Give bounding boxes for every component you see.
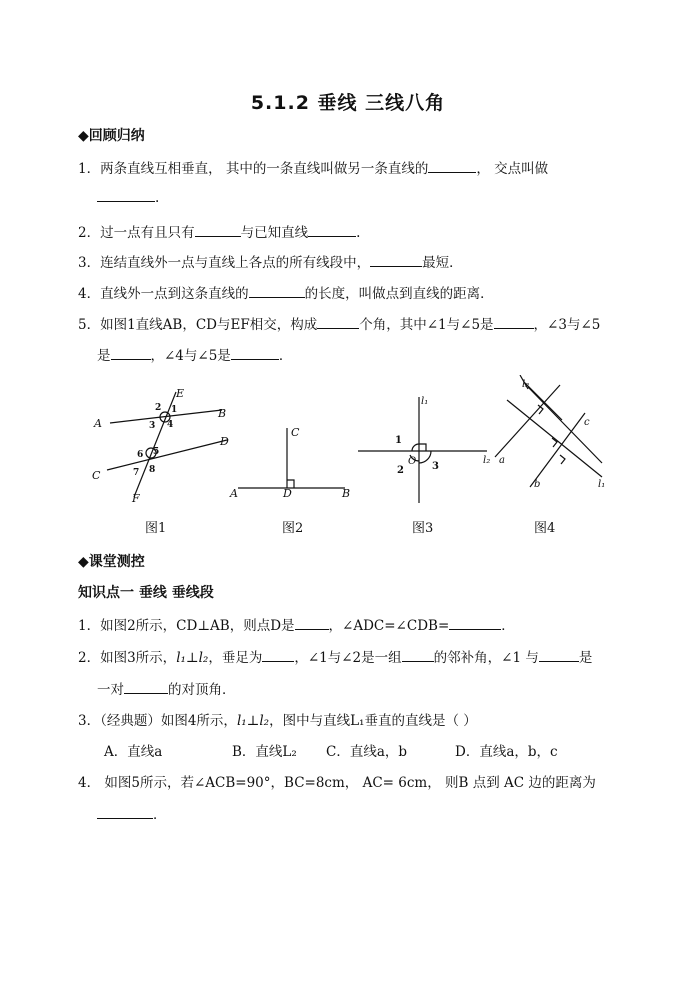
question-1-cont bbox=[97, 190, 159, 206]
label-b: B bbox=[342, 487, 351, 500]
answer-blank bbox=[317, 317, 359, 329]
line-l1 bbox=[507, 400, 602, 477]
answer-blank bbox=[494, 317, 534, 329]
question-text: 是 bbox=[578, 650, 593, 666]
practice-question-4-cont bbox=[97, 803, 167, 823]
question-text: ，垂足为 bbox=[208, 650, 263, 666]
line-b bbox=[530, 413, 585, 487]
angle-arc bbox=[412, 444, 419, 451]
line-l2-segment bbox=[524, 382, 562, 420]
angle-label: 2 bbox=[397, 465, 404, 476]
question-text: 1．如图2所示，CD⊥AB，则点D是 bbox=[78, 618, 295, 634]
question-text: 与已知直线 bbox=[240, 225, 309, 241]
label-a: A bbox=[94, 417, 102, 430]
question-5 bbox=[78, 313, 600, 333]
knowledge-point-heading: 知识点一 垂线 垂线段 bbox=[78, 585, 214, 601]
angle-label: 2 bbox=[155, 403, 162, 413]
question-text: . bbox=[155, 190, 160, 206]
angle-label: 8 bbox=[149, 465, 156, 475]
math-expression: l₁⊥l₂ bbox=[176, 650, 209, 666]
question-text: ． bbox=[153, 807, 167, 823]
answer-blank bbox=[231, 348, 279, 360]
question-text: 3．连结直线外一点与直线上各点的所有线段中， bbox=[78, 255, 371, 271]
answer-blank bbox=[262, 650, 294, 662]
answer-blank bbox=[195, 225, 241, 237]
practice-question-1 bbox=[78, 614, 515, 634]
line-a bbox=[495, 385, 560, 457]
line-c bbox=[528, 387, 602, 463]
angle-label: 1 bbox=[395, 435, 402, 446]
question-text: ，∠3与∠5 bbox=[533, 317, 601, 333]
answer-blank bbox=[97, 190, 155, 202]
angle-label: 7 bbox=[133, 468, 140, 478]
question-3 bbox=[78, 251, 463, 271]
question-text: 的邻补角，∠1 与 bbox=[433, 650, 539, 666]
section-heading-review: ◆回顾归纳 bbox=[78, 128, 145, 144]
answer-blank bbox=[308, 225, 356, 237]
label-l2: l₂ bbox=[483, 455, 491, 466]
answer-blank bbox=[97, 807, 153, 819]
question-text: 一对 bbox=[97, 682, 124, 698]
figure-3 bbox=[358, 397, 487, 503]
answer-blank bbox=[449, 618, 501, 630]
label-l1: l₁ bbox=[598, 479, 606, 490]
question-text: 个角，其中∠1与∠5是 bbox=[359, 317, 494, 333]
figure-caption: 图4 bbox=[534, 521, 556, 536]
question-text: 5．如图1直线AB，CD与EF相交，构成 bbox=[78, 317, 318, 333]
option-a: A．直线a bbox=[104, 744, 163, 760]
question-text: 的长度，叫做点到直线的距离． bbox=[304, 286, 494, 302]
label-a: A bbox=[230, 487, 238, 500]
page-title: 5.1.2 垂线 三线八角 bbox=[250, 92, 446, 114]
question-text: 4．直线外一点到这条直线的 bbox=[78, 286, 249, 302]
option-b: B．直线L₂ bbox=[232, 744, 297, 760]
question-text: 是 bbox=[97, 348, 111, 364]
figure-caption: 图2 bbox=[282, 521, 304, 536]
practice-question-3 bbox=[78, 709, 477, 729]
figure-caption: 图3 bbox=[412, 521, 434, 536]
label-c: C bbox=[92, 469, 101, 482]
answer-blank bbox=[539, 650, 579, 662]
answer-blank bbox=[124, 682, 168, 694]
right-angle-mark bbox=[560, 455, 565, 464]
label-l1: l₁ bbox=[421, 396, 429, 407]
angle-label: 6 bbox=[137, 450, 144, 460]
label-c: c bbox=[584, 417, 590, 428]
angle-label: 4 bbox=[167, 420, 174, 430]
label-o: O bbox=[408, 456, 417, 467]
option-d: D．直线a，b，c bbox=[455, 744, 558, 760]
answer-blank bbox=[402, 650, 434, 662]
label-b: B bbox=[218, 407, 227, 420]
option-c: C．直线a，b bbox=[326, 744, 408, 760]
question-text: 1．两条直线互相垂直， 其中的一条直线叫做另一条直线的 bbox=[78, 161, 429, 177]
question-text: ． bbox=[501, 618, 515, 634]
question-2 bbox=[78, 221, 360, 241]
question-text: 2．过一点有且只有 bbox=[78, 225, 195, 241]
question-5-cont bbox=[97, 344, 292, 364]
question-text: ，∠ADC=∠CDB= bbox=[328, 618, 450, 634]
question-text: 最短． bbox=[422, 255, 463, 271]
question-text: ，∠1与∠2是一组 bbox=[294, 650, 402, 666]
question-text: ， 交点叫做 bbox=[476, 161, 549, 177]
answer-blank bbox=[111, 348, 151, 360]
question-text: 的对顶角． bbox=[168, 682, 236, 698]
question-text: 2．如图3所示， bbox=[78, 650, 177, 666]
label-e: E bbox=[176, 387, 185, 400]
angle-label: 1 bbox=[171, 405, 178, 415]
angle-arc bbox=[419, 451, 431, 463]
math-expression: l₁⊥l₂ bbox=[236, 713, 270, 729]
question-text: . bbox=[356, 225, 361, 241]
figure-4 bbox=[495, 375, 602, 487]
answer-blank bbox=[428, 161, 476, 173]
label-d: D bbox=[220, 435, 229, 448]
label-d: D bbox=[283, 487, 292, 500]
question-1 bbox=[78, 157, 548, 177]
label-a: a bbox=[499, 455, 505, 466]
answer-blank bbox=[370, 255, 422, 267]
practice-question-2-cont bbox=[97, 678, 236, 698]
angle-label: 3 bbox=[432, 461, 439, 472]
angle-label: 3 bbox=[149, 421, 156, 431]
answer-blank bbox=[295, 618, 329, 630]
right-angle-mark bbox=[419, 444, 426, 451]
label-f: F bbox=[132, 492, 140, 505]
label-c: C bbox=[291, 426, 300, 439]
answer-blank bbox=[249, 286, 305, 298]
figure-1 bbox=[107, 392, 227, 497]
practice-question-4: 4． 如图5所示，若∠ACB=90°，BC=8cm， AC= 6cm， 则B 点到 AC 边的距离为 bbox=[78, 775, 596, 791]
figure-caption: 图1 bbox=[145, 521, 167, 536]
line-cd bbox=[107, 440, 227, 470]
label-l2: l₂ bbox=[522, 379, 530, 390]
question-text: 3．（经典题）如图4所示， bbox=[78, 713, 237, 729]
section-heading-practice: ◆课堂测控 bbox=[78, 554, 145, 570]
question-4 bbox=[78, 282, 494, 302]
question-text: ，图中与直线L₁垂直的直线是（ ） bbox=[269, 713, 477, 729]
question-text: ． bbox=[278, 348, 293, 364]
label-b: b bbox=[534, 479, 541, 490]
right-angle-mark bbox=[538, 405, 543, 414]
practice-question-2 bbox=[78, 646, 592, 666]
figures-row bbox=[0, 375, 696, 540]
question-text: ，∠4与∠5是 bbox=[150, 348, 231, 364]
angle-label: 5 bbox=[153, 447, 160, 457]
